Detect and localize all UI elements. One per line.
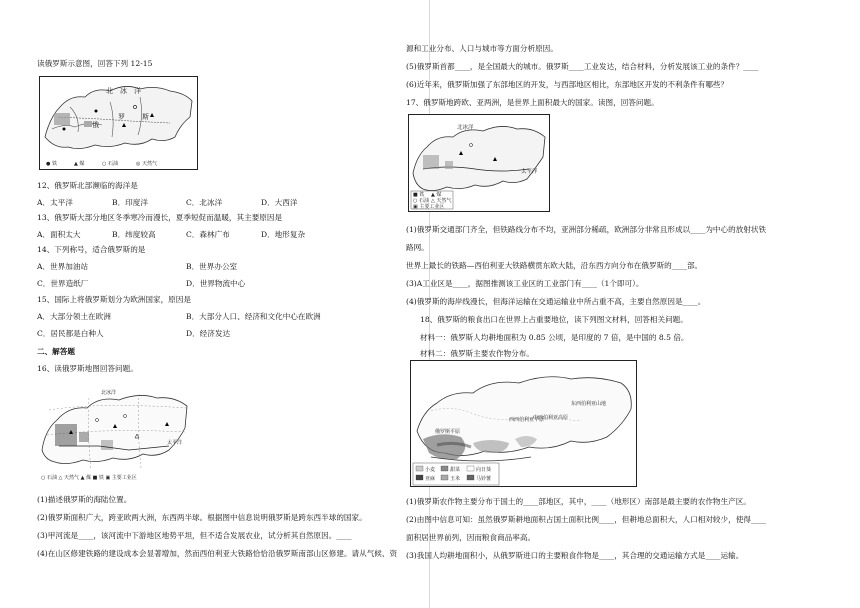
q18-sub3: (3)我国人均耕地面积小，从俄罗斯进口的主要粮食作物是____，其合理的交通运输方式是____运输。 bbox=[406, 551, 744, 560]
crop-legend-potato: 马铃薯 bbox=[476, 476, 492, 482]
map3-label-pacific: 太平洋 bbox=[521, 169, 538, 175]
q16-sub2: (2)俄罗斯面积广大，跨亚欧两大洲，东西两半球。根据图中信息说明俄罗斯是跨东西半球的国家。 bbox=[37, 513, 367, 522]
map1-label-yang: 洋 bbox=[134, 87, 141, 95]
crop-map-label-east-siberia: 东西伯利亚山地 bbox=[571, 401, 607, 407]
q12-option-b[interactable]: B．印度洋 bbox=[112, 198, 148, 207]
q14-option-c[interactable]: C．世界造纸厂 bbox=[37, 279, 89, 288]
q17-sub1b: 路网。 bbox=[406, 243, 429, 252]
russia-map-3 bbox=[408, 114, 550, 212]
map3-legend-oil: ○ 石油 bbox=[413, 198, 429, 204]
q17-sub4: (4)俄罗斯的海岸线漫长，但海洋运输在交通运输业中所占重不高，主要自然原因是____。 bbox=[406, 297, 706, 306]
q12-option-a[interactable]: A．太平洋 bbox=[37, 198, 73, 207]
q16-sub4: (4)在山区修建铁路的建设成本会显著增加，然而西伯利亚大铁路恰恰沿俄罗斯南部山区修建。请从气候、资 bbox=[37, 549, 398, 558]
intro-text: 读俄罗斯示意图，回答下列 12-15 bbox=[37, 59, 153, 68]
map2-legend: ○ 石油 △ 天然气 ▲ 煤 ■ 铁 ▣ 主要工业区 bbox=[41, 475, 137, 481]
crop-legend-flax: 亚麻 bbox=[425, 476, 436, 482]
map2-label-arctic: 北冰洋 bbox=[101, 390, 117, 396]
q14-stem: 14、下列称号，适合俄罗斯的是 bbox=[37, 245, 146, 254]
russia-crop-map bbox=[410, 360, 637, 487]
map1-label-bei: 北 bbox=[106, 87, 113, 95]
crop-legend-sunflower: 向日葵 bbox=[476, 467, 492, 473]
q15-stem: 15、国际上将俄罗斯划分为欧洲国家，原因是 bbox=[37, 295, 191, 304]
crop-map-label-central-siberia: 中西伯利亚高原 bbox=[533, 415, 569, 421]
russia-map-2 bbox=[39, 380, 192, 483]
q16-sub5: (5)俄罗斯首都____，是全国最大的城市。俄罗斯____工业发达，结合材料，分析发展该工业的条件？____ bbox=[406, 62, 759, 71]
map3-legend-gas: △ 天然气 bbox=[431, 198, 452, 204]
map1-label-luo: 罗 bbox=[118, 113, 125, 121]
q16-sub6: (6)近年来，俄罗斯加强了东部地区的开发，与西部地区相比，东部地区开发的不利条件有哪些？ bbox=[406, 80, 729, 89]
q16-stem: 16、读俄罗斯地图回答问题。 bbox=[37, 364, 138, 373]
map1-legend-iron: ● 铁 bbox=[46, 161, 57, 167]
section-2-heading: 二、解答题 bbox=[37, 347, 75, 356]
map1-legend-coal: ▲ 煤 bbox=[74, 161, 85, 167]
crop-map-label-russian-plain: 俄罗斯平原 bbox=[435, 429, 461, 435]
q13-option-a[interactable]: A．面积太大 bbox=[37, 230, 81, 239]
q18-stem: 18、俄罗斯的粮食出口在世界上占重要地位，读下列图文材料，回答相关问题。 bbox=[420, 315, 688, 324]
map1-legend-oil: ○ 石油 bbox=[102, 161, 118, 167]
q13-option-b[interactable]: B．纬度较高 bbox=[112, 230, 156, 239]
q18-material-2: 材料二：俄罗斯主要农作物分布。 bbox=[420, 349, 534, 358]
russia-map-1 bbox=[39, 76, 198, 170]
q17-sub2: 世界上最长的铁路—西伯利亚大铁路横贯东欧大陆，沿东西方向分布在俄罗斯的____部。 bbox=[406, 261, 703, 270]
q16-sub4-cont: 源和工业分布、人口与城市等方面分析原因。 bbox=[406, 44, 558, 53]
q12-stem: 12、俄罗斯北部濒临的海洋是 bbox=[37, 181, 138, 190]
q18-sub2a: (2)由图中信息可知：虽然俄罗斯耕地面积占国土面积比例____，但耕地总面积大，人口相对较少，使得____ bbox=[406, 515, 767, 524]
map1-label-si: 斯 bbox=[142, 113, 149, 121]
map2-label-pacific: 太平洋 bbox=[167, 440, 183, 446]
map3-legend-iron: ■ 铁 bbox=[413, 192, 425, 198]
q16-sub1: (1)描述俄罗斯的海陆位置。 bbox=[37, 495, 132, 504]
crop-legend-beet: 甜菜 bbox=[450, 467, 461, 473]
q16-sub3: (3)甲河流是____，该河流中下游地区地势平坦，但不适合发展农业，试分析其自然原因。____ bbox=[37, 531, 352, 540]
map1-legend-gas: ◎ 天然气 bbox=[136, 161, 157, 167]
q12-option-d[interactable]: D．大西洋 bbox=[261, 198, 298, 207]
q15-option-d[interactable]: D．经济发达 bbox=[186, 329, 231, 338]
q17-stem: 17、俄罗斯地跨欧、亚两洲，是世界上面积最大的国家。读图，回答问题。 bbox=[406, 98, 659, 107]
q18-material-1: 材料一：俄罗斯人均耕地面积为 0.85 公顷，是印度的 7 倍，是中国的 8.5 倍。 bbox=[420, 333, 689, 342]
map1-label-bing: 冰 bbox=[120, 87, 127, 95]
right-page bbox=[406, 0, 860, 608]
crop-map-label-west-siberia: 西西伯利亚平原 bbox=[509, 417, 545, 423]
crop-legend-wheat: 小麦 bbox=[425, 467, 436, 473]
q18-sub1: (1)俄罗斯农作物主要分布于国土的____部地区，其中，____（地形区）南部是最主要的农作物生产区。 bbox=[406, 497, 751, 506]
q15-option-c[interactable]: C．居民都是白种人 bbox=[37, 329, 104, 338]
q15-option-b[interactable]: B．大部分人口、经济和文化中心在欧洲 bbox=[186, 312, 321, 321]
q13-stem: 13、俄罗斯大部分地区冬季寒冷而漫长，夏季短促而温暖，其主要原因是 bbox=[37, 213, 283, 222]
q14-option-a[interactable]: A．世界加油站 bbox=[37, 262, 89, 271]
q14-option-d[interactable]: D．世界物流中心 bbox=[186, 279, 246, 288]
q12-option-c[interactable]: C．北冰洋 bbox=[186, 198, 223, 207]
q13-option-c[interactable]: C．森林广布 bbox=[186, 230, 230, 239]
map1-label-e: 俄 bbox=[92, 121, 99, 129]
q18-sub2b: 面积居世界前列，因而粮食商品率高。 bbox=[406, 533, 536, 542]
q15-option-a[interactable]: A．大部分领土在欧洲 bbox=[37, 312, 111, 321]
q14-option-b[interactable]: B．世界办公室 bbox=[186, 262, 238, 271]
map3-legend-industrial: ▣ 主要工业区 bbox=[413, 204, 445, 210]
map3-legend-coal: ▲ 煤 bbox=[431, 192, 442, 198]
crop-legend-corn: 玉米 bbox=[450, 476, 461, 482]
q17-sub1a: (1)俄罗斯交通部门齐全，但铁路线分布不均，亚洲部分稀疏，欧洲部分非常且形成以____为中心的放射状铁 bbox=[406, 225, 767, 234]
map3-label-arctic: 北冰洋 bbox=[457, 125, 474, 131]
q17-sub3: (3)A工业区是____，据图推测该工业区的工业部门有____（1个即可）。 bbox=[406, 279, 644, 288]
q13-option-d[interactable]: D．地形复杂 bbox=[261, 230, 306, 239]
